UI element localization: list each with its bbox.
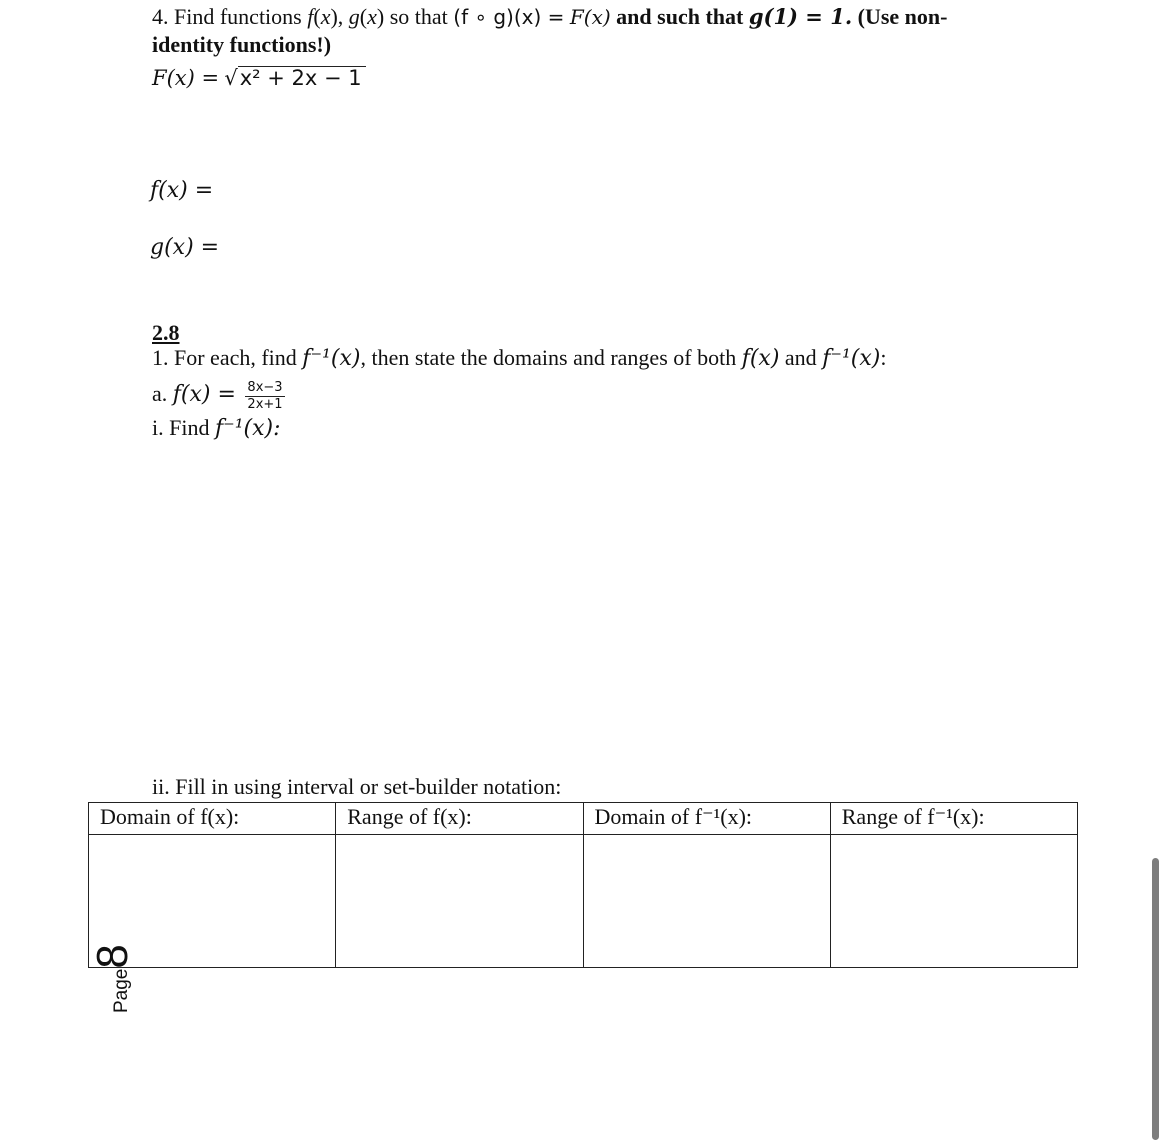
colon: : [880,345,887,370]
fraction-denominator: 2x+1 [247,396,283,412]
header-range-f: Range of f(x): [336,803,583,835]
header-range-finv: Range of f⁻¹(x): [830,803,1077,835]
page-label-rotated [88,944,138,1013]
so-that-text: so that [389,4,448,29]
section-label: 2.8 [152,320,180,345]
use-non-note: (Use non- [857,4,948,29]
answer-cell-range-finv[interactable] [830,835,1077,968]
part-ii-line: ii. Fill in using interval or set-builder notation: [152,774,562,799]
capital-F-of-x: F(x) [569,5,611,29]
variable-x-2: x [367,4,377,29]
F-radicand: x² + 2x − 1 [238,66,366,90]
header-domain-finv: Domain of f⁻¹(x): [583,803,830,835]
inverse-function: f⁻¹(x) [302,346,361,371]
part-a-line [152,380,285,412]
question-4-line-2: identity functions!) [152,32,332,57]
inverse-function-2: f⁻¹(x) [822,346,881,371]
question-number: 4. [152,4,169,29]
and-text: and [784,345,817,370]
vertical-scrollbar[interactable] [1152,858,1159,1140]
page-label [30,935,137,1015]
f-answer-label: f(x) = [150,178,214,203]
table-answer-row [89,835,1078,968]
function-f-name: f [307,4,314,29]
page-number: 8 [88,944,137,969]
answer-cell-domain-finv[interactable] [583,835,830,968]
and-such-that-text: and such that [616,4,744,29]
domain-range-table [88,802,1078,968]
variable-x: x [320,4,331,29]
question-1-line [152,345,886,371]
part-a-function: f(x) = [172,382,236,408]
question-intro: Find functions [174,4,302,29]
comma: , [337,4,344,29]
part-i-function: f⁻¹(x): [214,416,281,441]
page-word: Page [111,968,132,1013]
part-i-prefix: i. Find [152,415,210,440]
table-header-row [89,803,1078,835]
q1-middle: , then state the domains and ranges of both [360,345,737,370]
sqrt-icon: √ [224,66,238,90]
g-of-1-condition: g(1) = 1. [748,4,853,29]
header-domain-f: Domain of f(x): [89,803,336,835]
g-answer-label: g(x) = [150,235,220,260]
part-i-line [152,415,281,441]
fraction-numerator: 8x−3 [247,380,283,395]
F-definition [152,66,366,91]
answer-cell-range-f[interactable] [336,835,583,968]
F-lhs: F(x) = [152,66,220,90]
function-g-name: g [348,4,360,29]
composition-expression: (f ∘ g)(x) = [453,5,565,29]
part-a-prefix: a. [152,381,168,407]
question-4-line-1: 4. Find functions f(x), g(x) so that (f ∘ g)(x) = F(x) and such that g(1) = 1. (Use non- [152,4,948,29]
fraction [245,380,284,412]
f-of-x: f(x) [741,346,780,371]
q1-prefix: 1. For each, find [152,345,297,370]
